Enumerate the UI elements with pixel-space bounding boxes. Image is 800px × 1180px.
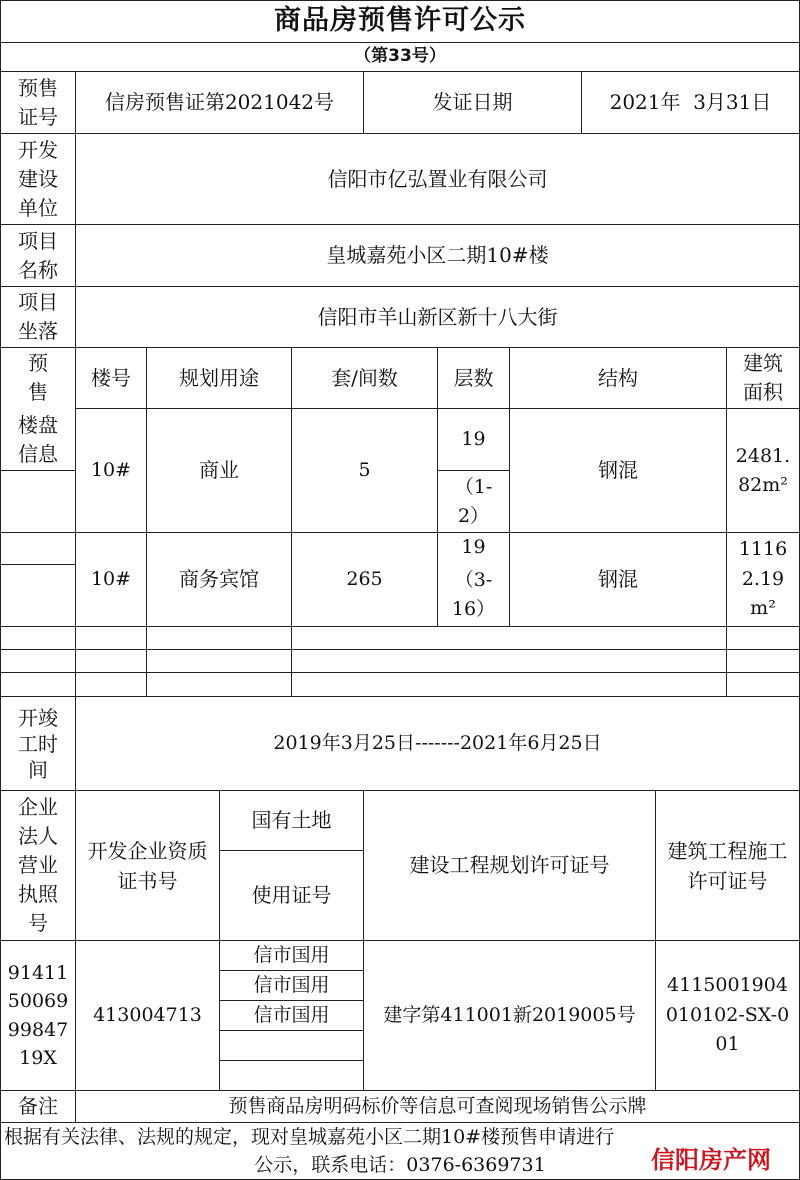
header-use: 规划用途 <box>179 365 259 390</box>
issue-date: 2021年 3月31日 <box>609 90 772 114</box>
building-info-label-top: 预售 <box>28 351 48 404</box>
footer-line-1: 根据有关法律、法规的规定，现对皇城嘉苑小区二期10#楼预售申请进行 <box>4 1126 615 1149</box>
qualification-number: 413004713 <box>93 1003 202 1026</box>
construction-period-label: 开竣工时间 <box>18 705 58 782</box>
row2-area: 11162.19m² <box>738 538 788 620</box>
row2-units: 265 <box>346 567 383 590</box>
project-name-label: 项目名称 <box>18 228 58 282</box>
row1-structure: 钢混 <box>598 458 638 482</box>
construction-period: 2019年3月25日-------2021年6月25日 <box>273 731 602 754</box>
header-floors: 层数 <box>453 365 494 390</box>
row1-floors-range: （1-2） <box>454 476 493 527</box>
site-watermark-logo <box>632 1140 790 1174</box>
footer-line-2: 公示，联系电话：0376-6369731 <box>254 1153 546 1176</box>
business-license-number: 91411500699984719X <box>7 961 69 1069</box>
row2-floors-total: 19 <box>461 536 486 559</box>
construction-permit-number: 4115001904010102-SX-001 <box>665 974 790 1056</box>
land-header-bottom: 使用证号 <box>251 883 332 907</box>
land-header-top: 国有土地 <box>251 808 332 832</box>
row2-floors-range: （3-16） <box>451 569 496 620</box>
notice-number: （第33号） <box>354 45 446 66</box>
watermark-part-1: 信阳 <box>651 1145 699 1174</box>
header-building: 楼号 <box>91 365 131 390</box>
project-location: 信阳市羊山新区新十八大街 <box>317 304 558 329</box>
row2-use: 商务宾馆 <box>179 567 259 591</box>
construction-permit-header: 建筑工程施工许可证号 <box>667 838 788 893</box>
qualification-header: 开发企业资质证书号 <box>87 838 208 893</box>
remarks-label: 备注 <box>18 1094 58 1118</box>
planning-permit-number: 建字第411001新2019005号 <box>383 1003 636 1026</box>
row1-units: 5 <box>358 458 371 481</box>
watermark-part-2: 房产网 <box>699 1140 771 1175</box>
row1-area: 2481.82m² <box>735 445 791 496</box>
row1-use: 商业 <box>199 458 239 482</box>
project-name: 皇城嘉苑小区二期10#楼 <box>326 243 549 267</box>
header-structure: 结构 <box>598 365 638 390</box>
row1-floors-total: 19 <box>461 427 486 450</box>
business-license-label: 企业法人营业执照号 <box>18 795 58 935</box>
planning-header: 建设工程规划许可证号 <box>409 853 610 877</box>
page-title: 商品房预售许可公示 <box>274 5 526 37</box>
row2-structure: 钢混 <box>598 567 638 591</box>
header-area: 建筑面积 <box>743 351 783 404</box>
license-number: 信房预售证第2021042号 <box>104 90 335 114</box>
header-units: 套/间数 <box>331 365 398 390</box>
row1-building: 10# <box>90 458 132 481</box>
land-cert-2: 信市国用 <box>253 973 330 996</box>
license-number-label: 预售证号 <box>18 75 58 129</box>
land-cert-1: 信市国用 <box>253 943 330 966</box>
issue-date-label: 发证日期 <box>432 90 513 114</box>
building-info-label-bottom: 楼盘信息 <box>18 412 58 466</box>
remarks-value: 预售商品房明码标价等信息可查阅现场销售公示牌 <box>228 1094 647 1117</box>
developer-name: 信阳市亿弘置业有限公司 <box>327 166 548 191</box>
land-cert-3: 信市国用 <box>253 1003 330 1026</box>
developer-label: 开发建设单位 <box>18 137 58 220</box>
row2-building: 10# <box>90 567 132 590</box>
project-location-label: 项目坐落 <box>18 290 58 343</box>
